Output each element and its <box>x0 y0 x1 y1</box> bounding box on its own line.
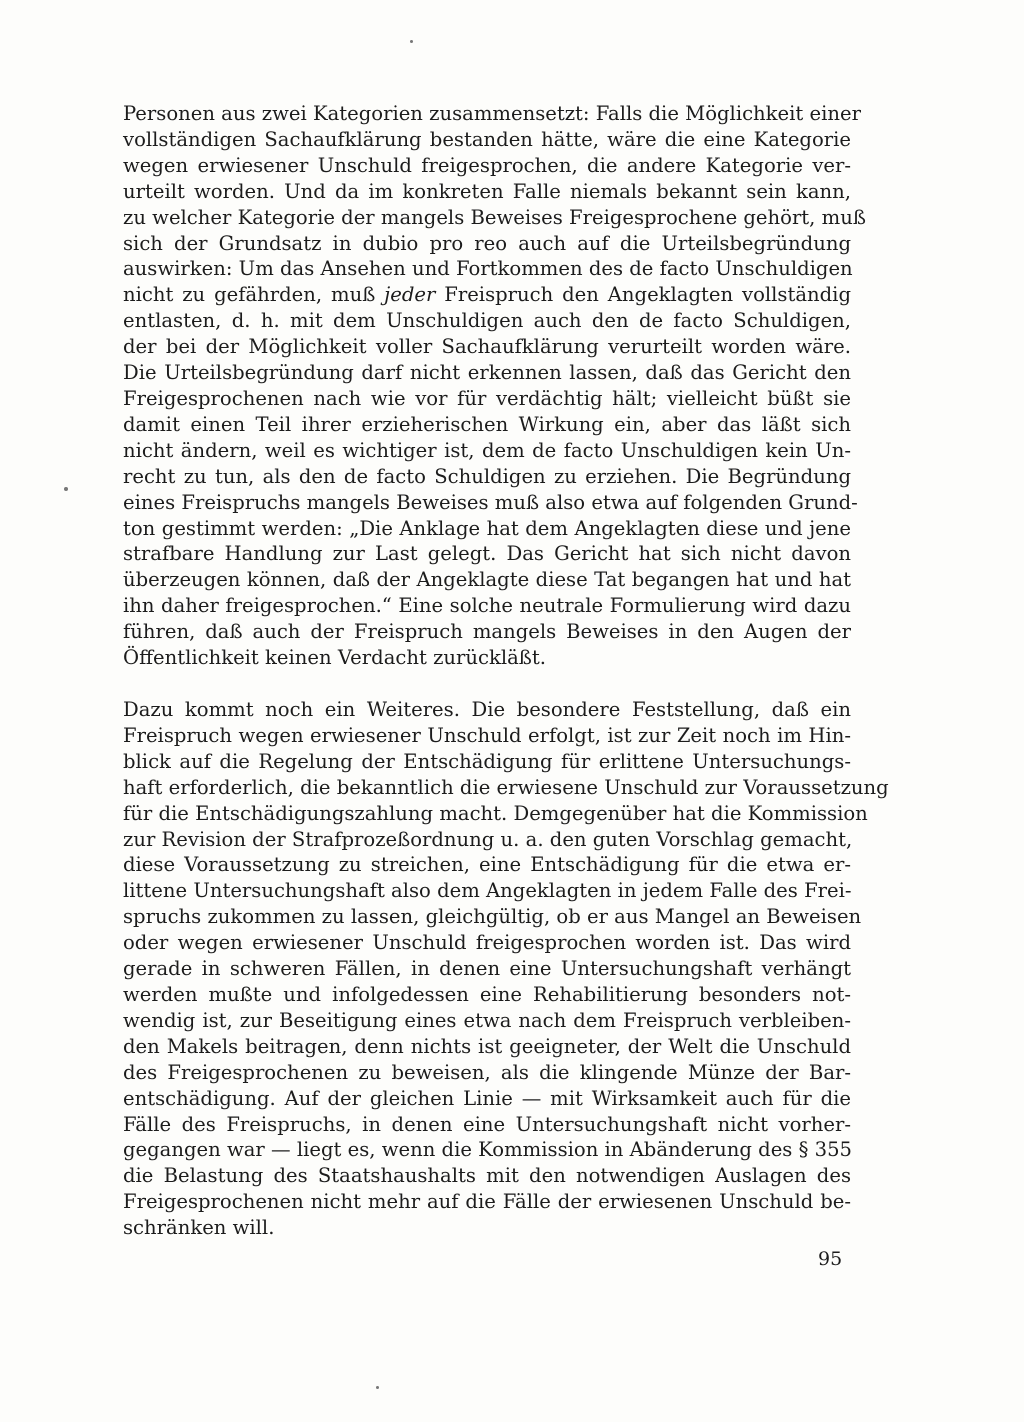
text-line: gegangen war — liegt es, wenn die Kommission in Abänderung des § 355 <box>123 1138 853 1162</box>
text-line: entschädigung. Auf der gleichen Linie — mit Wirksamkeit auch für die <box>123 1086 851 1110</box>
text-line: ton gestimmt werden: „Die Anklage hat dem Angeklagten diese und jene <box>123 516 851 540</box>
text-line: den Makels beitragen, denn nichts ist geeigneter, der Welt die Unschuld <box>123 1034 851 1058</box>
text-line: littene Untersuchungshaft also dem Angeklagten in jedem Falle des Frei- <box>123 879 852 903</box>
page-number: 95 <box>818 1248 843 1270</box>
text-line: zur Revision der Strafprozeßordnung u. a. den guten Vorschlag gemacht, <box>123 827 853 851</box>
text-line: damit einen Teil ihrer erzieherischen Wirkung ein, aber das läßt sich <box>123 412 851 436</box>
text-line: Fälle des Freispruchs, in denen eine Untersuchungshaft nicht vorher- <box>123 1112 851 1136</box>
text-line: haft erforderlich, die bekanntlich die erwiesene Unschuld zur Voraussetzung <box>123 775 889 799</box>
paragraph-2 <box>123 697 889 1241</box>
text-line: auswirken: Um das Ansehen und Fortkommen des de facto Unschuldigen <box>123 257 853 281</box>
text-line: zu welcher Kategorie der mangels Beweises Freigesprochene gehört, muß <box>123 205 866 229</box>
text-line: diese Voraussetzung zu streichen, eine Entschädigung für die etwa er- <box>123 853 851 877</box>
text-line: für die Entschädigungszahlung macht. Demgegenüber hat die Kommission <box>123 801 868 825</box>
text-line: der bei der Möglichkeit voller Sachaufklärung verurteilt worden wäre. <box>123 335 851 359</box>
text-line: Personen aus zwei Kategorien zusammensetzt: Falls die Möglichkeit einer <box>123 102 861 125</box>
text-line: strafbare Handlung zur Last gelegt. Das Gericht hat sich nicht davon <box>123 542 851 566</box>
text-line: Die Urteilsbegründung darf nicht erkennen lassen, daß das Gericht den <box>123 361 851 385</box>
text-line: überzeugen können, daß der Angeklagte diese Tat begangen hat und hat <box>123 568 851 592</box>
emphasized-word: jeder <box>384 283 436 307</box>
text-line: die Belastung des Staatshaushalts mit den notwendigen Auslagen des <box>123 1164 851 1188</box>
text-line: führen, daß auch der Freispruch mangels Beweises in den Augen der <box>123 620 851 644</box>
paragraph-1 <box>123 101 866 671</box>
text-line: Freispruch wegen erwiesener Unschuld erfolgt, ist zur Zeit noch im Hin- <box>123 723 851 747</box>
line-part-before: nicht zu gefährden, muß <box>123 283 385 307</box>
text-line: nicht ändern, weil es wichtiger ist, dem de facto Unschuldigen kein Un- <box>123 438 851 462</box>
text-line: Freigesprochenen nicht mehr auf die Fälle der erwiesenen Unschuld be- <box>123 1190 851 1214</box>
text-line: Dazu kommt noch ein Weiteres. Die besondere Feststellung, daß ein <box>123 698 851 721</box>
text-line-with-emphasis <box>123 282 851 308</box>
text-line: wendig ist, zur Beseitigung eines etwa nach dem Freispruch verbleiben- <box>123 1008 851 1032</box>
text-line: wegen erwiesener Unschuld freigesprochen, die andere Kategorie ver- <box>123 153 851 177</box>
text-line: gerade in schweren Fällen, in denen eine Untersuchungshaft verhängt <box>123 957 851 981</box>
print-speck <box>64 487 68 491</box>
print-speck <box>410 40 413 43</box>
text-line: Öffentlichkeit keinen Verdacht zurückläßt. <box>123 646 546 670</box>
text-line: schränken will. <box>123 1216 275 1240</box>
text-line: eines Freispruchs mangels Beweises muß also etwa auf folgenden Grund- <box>123 490 858 514</box>
text-line: blick auf die Regelung der Entschädigung für erlittene Untersuchungs- <box>123 749 851 773</box>
line-part-after: Freispruch den Angeklagten vollständig <box>435 283 851 307</box>
text-line: urteilt worden. Und da im konkreten Falle niemals bekannt sein kann, <box>123 179 851 203</box>
text-line: oder wegen erwiesener Unschuld freigesprochen worden ist. Das wird <box>123 931 851 955</box>
text-line: sich der Grundsatz in dubio pro reo auch auf die Urteilsbegründung <box>123 231 851 255</box>
text-line: entlasten, d. h. mit dem Unschuldigen auch den de facto Schuldigen, <box>123 309 851 333</box>
text-line: werden mußte und infolgedessen eine Rehabilitierung besonders not- <box>123 982 851 1006</box>
text-line: spruchs zukommen zu lassen, gleichgültig, ob er aus Mangel an Beweisen <box>123 905 862 929</box>
text-line: vollständigen Sachaufklärung bestanden hätte, wäre die eine Kategorie <box>123 127 851 151</box>
text-line: ihn daher freigesprochen.“ Eine solche neutrale Formulierung wird dazu <box>123 594 851 618</box>
print-speck <box>376 1386 379 1389</box>
text-line: Freigesprochenen nach wie vor für verdächtig hält; vielleicht büßt sie <box>123 386 851 410</box>
text-line: recht zu tun, als den de facto Schuldigen zu erziehen. Die Begründung <box>123 464 851 488</box>
text-line: des Freigesprochenen zu beweisen, als die klingende Münze der Bar- <box>123 1060 851 1084</box>
